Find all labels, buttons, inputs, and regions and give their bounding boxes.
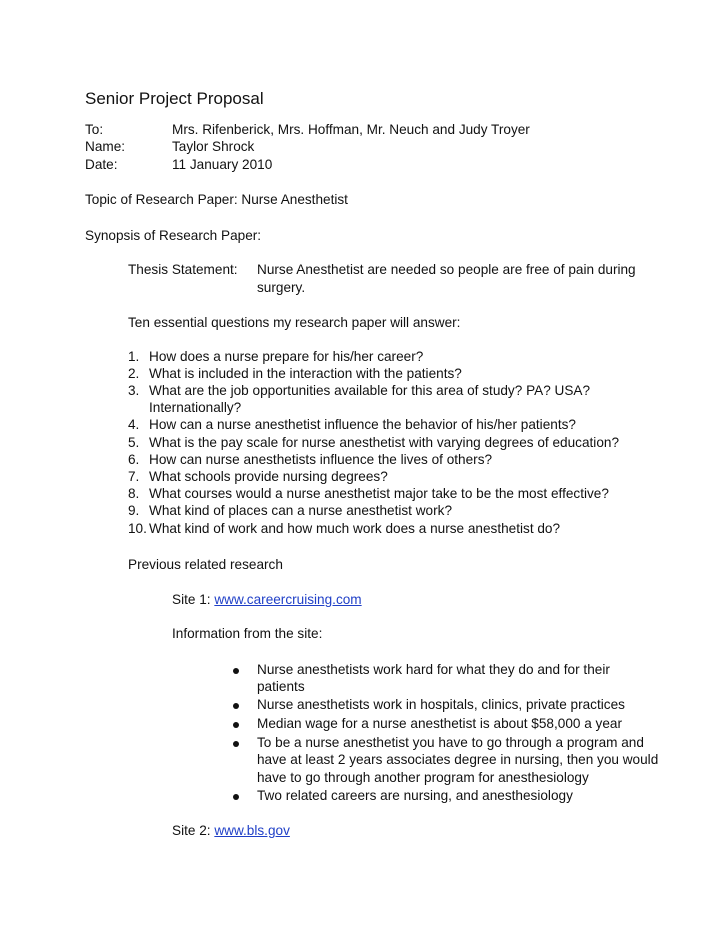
- question-text: What courses would a nurse anesthetist major take to be the most effective?: [149, 486, 609, 501]
- question-text: What is included in the interaction with the patients?: [149, 366, 462, 381]
- bullet-dot-icon: [233, 722, 239, 728]
- question-text-continued: Internationally?: [149, 400, 242, 415]
- question-number: 3.: [128, 383, 140, 398]
- question-text: How does a nurse prepare for his/her career?: [149, 349, 424, 364]
- question-text: What is the pay scale for nurse anesthetist with varying degrees of education?: [149, 435, 619, 450]
- question-text: How can a nurse anesthetist influence the behavior of his/her patients?: [149, 417, 576, 432]
- topic-line: Topic of Research Paper: Nurse Anesthetist: [85, 192, 348, 207]
- bullet-text: Nurse anesthetists work in hospitals, clinics, private practices: [257, 697, 625, 712]
- thesis-text-line2: surgery.: [257, 280, 306, 295]
- info-label: Information from the site:: [172, 626, 323, 641]
- bullet-text: have at least 2 years associates degree in nursing, then you would: [257, 752, 659, 767]
- question-number: 7.: [128, 469, 140, 484]
- question-number: 2.: [128, 366, 140, 381]
- to-label: To:: [85, 122, 104, 137]
- bullet-dot-icon: [233, 668, 239, 674]
- question-text: What are the job opportunities available for this area of study? PA? USA?: [149, 383, 591, 398]
- question-number: 1.: [128, 349, 140, 364]
- question-text: What kind of work and how much work does a nurse anesthetist do?: [149, 521, 561, 536]
- bullet-text: patients: [257, 679, 305, 694]
- site1-link[interactable]: www.careercruising.com: [214, 592, 362, 607]
- bullet-dot-icon: [233, 794, 239, 800]
- synopsis-heading: Synopsis of Research Paper:: [85, 228, 262, 243]
- name-label: Name:: [85, 139, 126, 154]
- previous-research-heading: Previous related research: [128, 557, 283, 572]
- question-number: 4.: [128, 417, 140, 432]
- question-number: 6.: [128, 452, 140, 467]
- bullet-text: Two related careers are nursing, and anesthesiology: [257, 788, 573, 803]
- document-title: Senior Project Proposal: [85, 89, 264, 108]
- thesis-label: Thesis Statement:: [128, 262, 238, 277]
- question-text: What schools provide nursing degrees?: [149, 469, 388, 484]
- site2-line: [172, 823, 290, 838]
- site2-label: Site 2:: [172, 823, 215, 838]
- bullet-text: have to go through another program for anesthesiology: [257, 770, 589, 785]
- date-value: 11 January 2010: [172, 157, 273, 172]
- bullet-text: To be a nurse anesthetist you have to go through a program and: [257, 735, 644, 750]
- name-value: Taylor Shrock: [172, 139, 255, 154]
- bullet-dot-icon: [233, 741, 239, 747]
- question-text: What kind of places can a nurse anesthetist work?: [149, 503, 452, 518]
- question-number: 5.: [128, 435, 140, 450]
- bullet-dot-icon: [233, 703, 239, 709]
- to-value: Mrs. Rifenberick, Mrs. Hoffman, Mr. Neuch and Judy Troyer: [172, 122, 530, 137]
- thesis-text-line1: Nurse Anesthetist are needed so people are free of pain during: [257, 262, 636, 277]
- questions-intro: Ten essential questions my research paper will answer:: [128, 315, 461, 330]
- date-label: Date:: [85, 157, 118, 172]
- bullet-text: Median wage for a nurse anesthetist is about $58,000 a year: [257, 716, 623, 731]
- site2-link[interactable]: www.bls.gov: [214, 823, 290, 838]
- question-number: 8.: [128, 486, 140, 501]
- bullet-text: Nurse anesthetists work hard for what they do and for their: [257, 662, 610, 677]
- site1-label: Site 1:: [172, 592, 215, 607]
- question-number: 10.: [128, 521, 147, 536]
- question-number: 9.: [128, 503, 140, 518]
- question-text: How can nurse anesthetists influence the lives of others?: [149, 452, 493, 467]
- site1-line: [172, 592, 362, 607]
